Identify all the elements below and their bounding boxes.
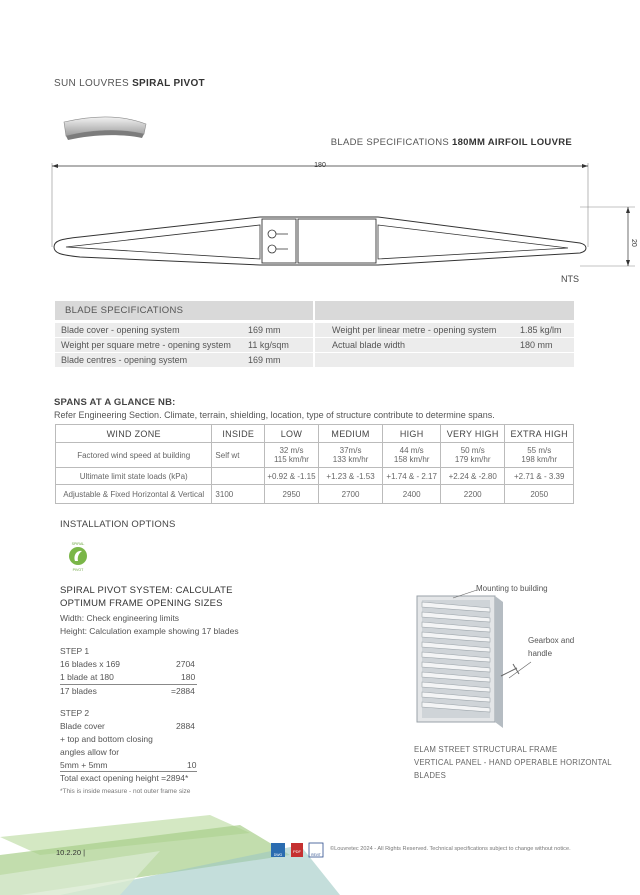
calc-title: SPIRAL PIVOT SYSTEM: CALCULATE OPTIMUM FRAME OPENING SIZES <box>60 585 233 609</box>
blade-spec-table-header <box>55 301 574 320</box>
calc-total: Total exact opening height =2894* <box>60 773 189 783</box>
callout-mounting: Mounting to building <box>476 584 548 593</box>
file-format-icons <box>271 841 325 859</box>
width-dimension-label: 180 <box>314 162 326 169</box>
spans-title: SPANS AT A GLANCE NB: <box>54 397 176 408</box>
svg-text:DWG: DWG <box>273 853 283 857</box>
spans-table <box>55 424 574 504</box>
callout-handle: handle <box>528 649 553 658</box>
blade-profile-drawing <box>40 155 640 295</box>
spans-note: Refer Engineering Section. Climate, terrain, shielding, location, type of structure contribute to determine spans. <box>54 410 495 420</box>
table-row: Factored wind speed at building Self wt 32 m/s 115 km/hr 37m/s 133 km/hr 44 m/s 158 km/hr 50 m/s 179 km/hr 55 m/s 198 km/hr <box>56 443 574 468</box>
step1-label: STEP 1 <box>60 646 90 656</box>
scale-note: NTS <box>561 274 579 284</box>
blade-spec-title: BLADE SPECIFICATIONS 180MM AIRFOIL LOUVRE <box>330 137 572 148</box>
col-extra-high: EXTRA HIGH <box>505 425 574 443</box>
col-low: LOW <box>265 425 319 443</box>
calc-height: Height: Calculation example showing 17 blades <box>60 626 239 636</box>
calc-footnote: *This is inside measure - not outer frame size <box>60 788 191 795</box>
svg-text:SPIRAL: SPIRAL <box>71 542 85 546</box>
table-row: Ultimate limit state loads (kPa) +0.92 & -1.15 +1.23 & -1.53 +1.74 & - 2.17 +2.24 & -2.80 +2.71 & - 3.39 <box>56 468 574 485</box>
section-title: SUN LOUVRES SPIRAL PIVOT <box>54 78 205 89</box>
blade-spec-row: Blade centres - opening system 169 mm <box>55 353 574 367</box>
blade-spec-row: Weight per square metre - opening system 11 kg/sqm Actual blade width 180 mm <box>55 338 574 352</box>
step2-label: STEP 2 <box>60 708 90 718</box>
louvre-blade-image <box>60 108 150 144</box>
copyright-text: ©Louvretec 2024 - All Rights Reserved. Technical specifications subject to change without notice. <box>330 846 571 852</box>
spiral-pivot-logo-icon <box>62 540 94 572</box>
blade-spec-row: Blade cover - opening system 169 mm Weight per linear metre - opening system 1.85 kg/lm <box>55 323 574 337</box>
col-wind-zone: WIND ZONE <box>56 425 212 443</box>
table-header-row <box>56 425 574 443</box>
callout-leader-line <box>505 660 535 680</box>
callout-gearbox: Gearbox and <box>528 636 575 645</box>
col-high: HIGH <box>383 425 441 443</box>
col-medium: MEDIUM <box>318 425 383 443</box>
svg-text:REVIT: REVIT <box>311 853 321 857</box>
page-number: 10.2.20 | <box>56 848 86 857</box>
calc-width: Width: Check engineering limits <box>60 613 180 623</box>
col-very-high: VERY HIGH <box>440 425 504 443</box>
height-dimension-label: 20 <box>630 239 637 247</box>
col-inside: INSIDE <box>212 425 265 443</box>
table-row: Adjustable & Fixed Horizontal & Vertical 3100 2950 2700 2400 2200 2050 <box>56 485 574 504</box>
svg-text:PIVOT: PIVOT <box>72 568 84 572</box>
blade-spec-table <box>55 323 574 368</box>
panel-caption: ELAM STREET STRUCTURAL FRAME VERTICAL PANEL - HAND OPERABLE HORIZONTAL BLADES <box>414 745 612 780</box>
blade-spec-heading: BLADE SPECIFICATIONS <box>65 305 184 316</box>
svg-text:PDF: PDF <box>293 849 301 854</box>
installation-title: INSTALLATION OPTIONS <box>60 519 176 530</box>
